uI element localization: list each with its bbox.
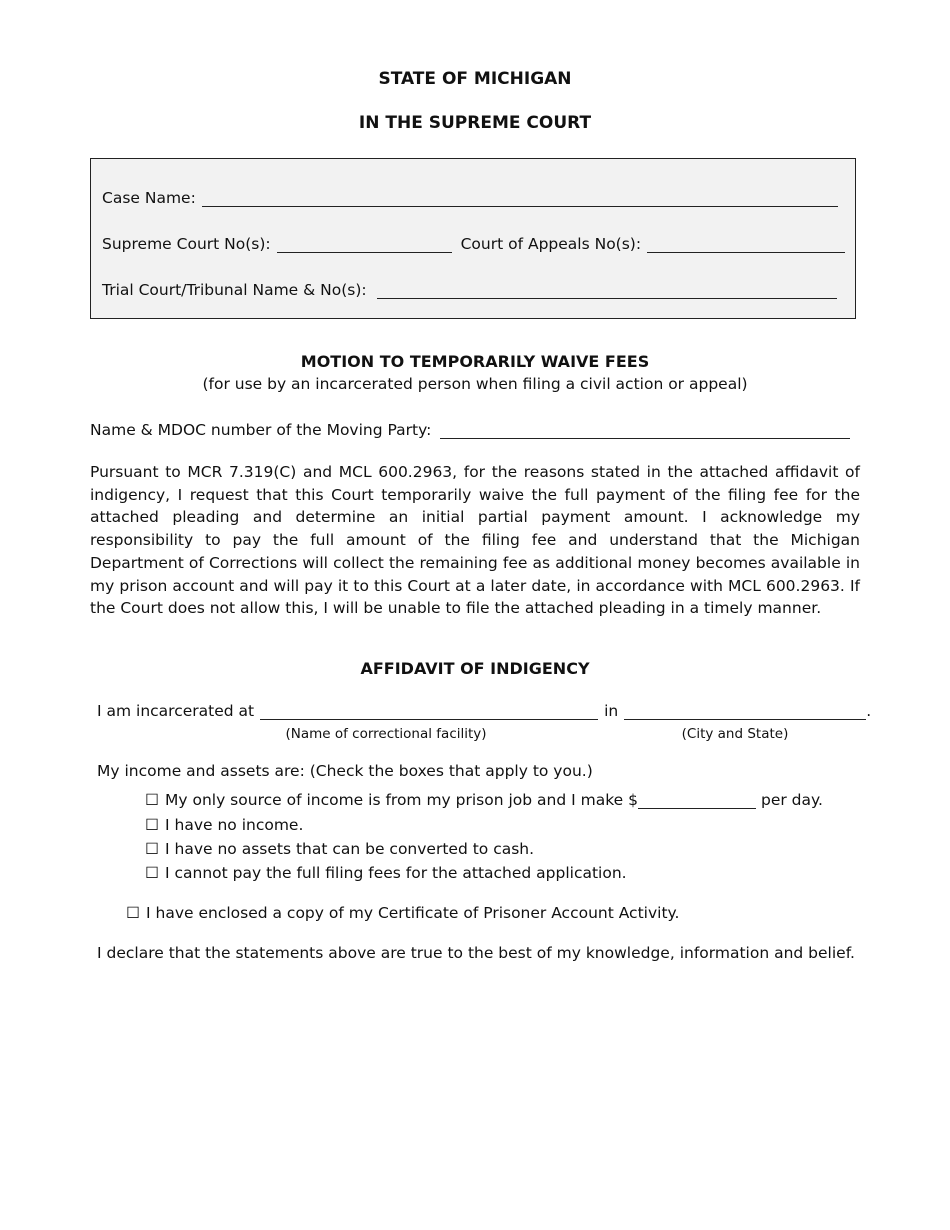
case-name-row <box>102 189 838 207</box>
incarcerated-in: in <box>604 702 619 720</box>
court-of-appeals-no-field[interactable] <box>647 238 845 253</box>
option-no-income-label: I have no income. <box>165 816 304 834</box>
checkbox-no-assets[interactable]: ☐ <box>145 840 159 858</box>
court-title: IN THE SUPREME COURT <box>358 113 592 133</box>
case-numbers-row <box>102 235 845 253</box>
checkbox-cannot-pay[interactable]: ☐ <box>145 864 159 882</box>
case-name-label: Case Name: <box>102 189 196 207</box>
option-no-assets-label: I have no assets that can be converted to cash. <box>165 840 535 858</box>
income-intro: My income and assets are: (Check the boxes that apply to you.) <box>97 762 593 780</box>
declaration: I declare that the statements above are true to the best of my knowledge, information and belief. <box>97 944 855 962</box>
facility-caption: (Name of correctional facility) <box>285 726 487 742</box>
motion-body: Pursuant to MCR 7.319(C) and MCL 600.2963, for the reasons stated in the attached affidavit of indigency, I request that this Court temporarily waive the full payment of the filing fee for the attached pleading and determine an initial partial payment amount. I acknowledge my responsibility to pay the full amount of the filing fee and understand that the Michigan Department of Corrections will collect the remaining fee as additional money becomes available in my prison account and will pay it to this Court at a later date, in accordance with MCL 600.2963. If the Court does not allow this, I will be unable to file the attached pleading in a timely manner. <box>90 463 860 618</box>
city-state-field[interactable] <box>624 705 866 720</box>
option-cannot-pay-label: I cannot pay the full filing fees for the attached application. <box>165 864 627 882</box>
case-name-field[interactable] <box>202 192 838 207</box>
option-prison-job <box>145 791 823 809</box>
option-cannot-pay <box>145 864 627 882</box>
incarcerated-end: . <box>866 702 872 720</box>
state-title: STATE OF MICHIGAN <box>378 69 572 89</box>
trial-court-field[interactable] <box>377 284 837 299</box>
checkbox-no-income[interactable]: ☐ <box>145 816 159 834</box>
case-info-box <box>90 158 856 319</box>
facility-field[interactable] <box>260 705 598 720</box>
affidavit-title: AFFIDAVIT OF INDIGENCY <box>360 659 590 678</box>
option-prison-job-label: My only source of income is from my prison job and I make $ <box>165 791 638 809</box>
motion-title: MOTION TO TEMPORARILY WAIVE FEES <box>300 352 650 371</box>
option-no-assets <box>145 840 534 858</box>
daily-wage-field[interactable] <box>638 794 756 809</box>
supreme-court-no-label: Supreme Court No(s): <box>102 235 271 253</box>
court-of-appeals-no-label: Court of Appeals No(s): <box>460 235 642 253</box>
moving-party-field[interactable] <box>440 424 850 439</box>
supreme-court-no-field[interactable] <box>277 238 452 253</box>
trial-court-row <box>102 281 837 299</box>
motion-subtitle: (for use by an incarcerated person when filing a civil action or appeal) <box>202 375 748 393</box>
city-caption: (City and State) <box>681 726 789 742</box>
checkbox-prison-job[interactable]: ☐ <box>145 791 159 809</box>
moving-party-label: Name & MDOC number of the Moving Party: <box>90 421 432 439</box>
incarcerated-prefix: I am incarcerated at <box>97 702 255 720</box>
checkbox-certificate[interactable]: ☐ <box>126 904 140 922</box>
option-prison-job-suffix: per day. <box>760 791 823 809</box>
option-certificate-label: I have enclosed a copy of my Certificate of Prisoner Account Activity. <box>146 904 680 922</box>
option-no-income <box>145 816 303 834</box>
option-certificate <box>126 904 679 922</box>
moving-party-row <box>90 421 850 439</box>
incarcerated-row <box>97 702 871 720</box>
trial-court-label: Trial Court/Tribunal Name & No(s): <box>102 281 367 299</box>
